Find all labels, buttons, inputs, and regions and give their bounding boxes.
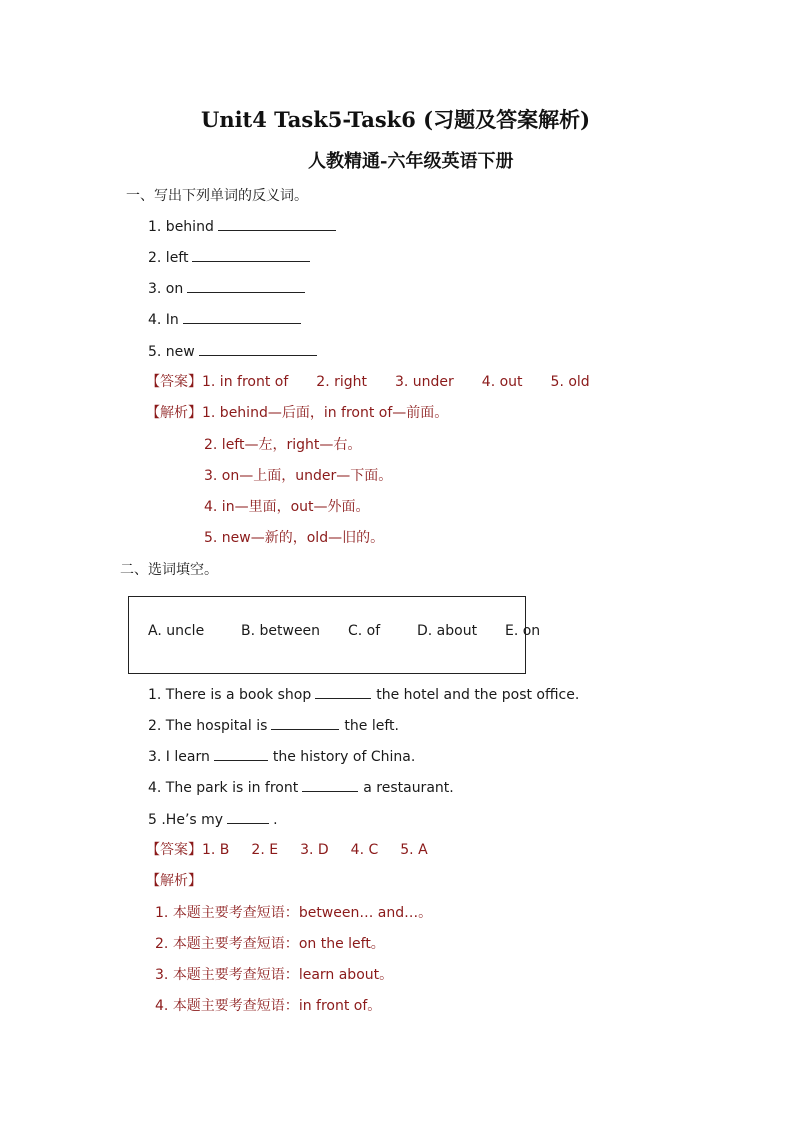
page-title: Unit4 Task5-Task6 (习题及答案解析) [201, 107, 591, 132]
analysis-label: 【解析】 [146, 873, 202, 889]
page-subtitle: 人教精通-六年级英语下册 [308, 151, 514, 172]
word-option: E. on [505, 623, 541, 639]
analysis-line: 【解析】1. behind—后面，in front of—前面。 [146, 405, 449, 421]
word-option: C. of [348, 623, 381, 639]
question-item: 4. In [148, 309, 301, 330]
answer-label: 【答案】 [146, 374, 202, 390]
answer-blank[interactable] [227, 809, 269, 824]
analysis-line: 3. on—上面，under—下面。 [204, 468, 393, 484]
answer-blank[interactable] [218, 216, 336, 231]
answer-line: 【答案】1. B 2. E 3. D 4. C 5. A [146, 842, 428, 858]
answer-blank[interactable] [192, 247, 310, 262]
answer-blank[interactable] [199, 341, 317, 356]
answer-label: 【答案】 [146, 842, 202, 858]
question-item: 3. on [148, 278, 305, 299]
answer-blank[interactable] [302, 777, 358, 792]
word-option: A. uncle [148, 623, 205, 639]
question-item: 4. The park is in front a restaurant. [148, 777, 454, 798]
analysis-line: 4. in—里面，out—外面。 [204, 499, 370, 515]
question-item: 2. The hospital is the left. [148, 715, 399, 736]
analysis-line: 1. 本题主要考查短语：between… and…。 [155, 905, 433, 921]
word-option: B. between [241, 623, 321, 639]
analysis-line: 2. 本题主要考查短语：on the left。 [155, 936, 385, 952]
analysis-line: 4. 本题主要考查短语：in front of。 [155, 998, 382, 1014]
analysis-line: 2. left—左，right—右。 [204, 437, 362, 453]
question-item: 5. new [148, 341, 317, 362]
answer-blank[interactable] [187, 278, 305, 293]
answer-blank[interactable] [214, 746, 268, 761]
question-item: 1. There is a book shop the hotel and the post office. [148, 684, 579, 705]
analysis-line: 3. 本题主要考查短语：learn about。 [155, 967, 394, 983]
answer-blank[interactable] [183, 309, 301, 324]
section2-heading: 二、选词填空。 [120, 562, 218, 578]
section1-heading: 一、写出下列单词的反义词。 [126, 188, 308, 204]
analysis-line: 5. new—新的，old—旧的。 [204, 530, 385, 546]
word-option: D. about [417, 623, 478, 639]
answer-blank[interactable] [271, 715, 339, 730]
question-item: 2. left [148, 247, 310, 268]
question-item: 3. I learn the history of China. [148, 746, 415, 767]
question-item: 5 .He’s my . [148, 809, 278, 830]
answer-line: 【答案】1. in front of 2. right 3. under 4. out 5. old [146, 374, 590, 390]
answer-blank[interactable] [315, 684, 371, 699]
analysis-label: 【解析】 [146, 405, 202, 421]
question-item: 1. behind [148, 216, 336, 237]
